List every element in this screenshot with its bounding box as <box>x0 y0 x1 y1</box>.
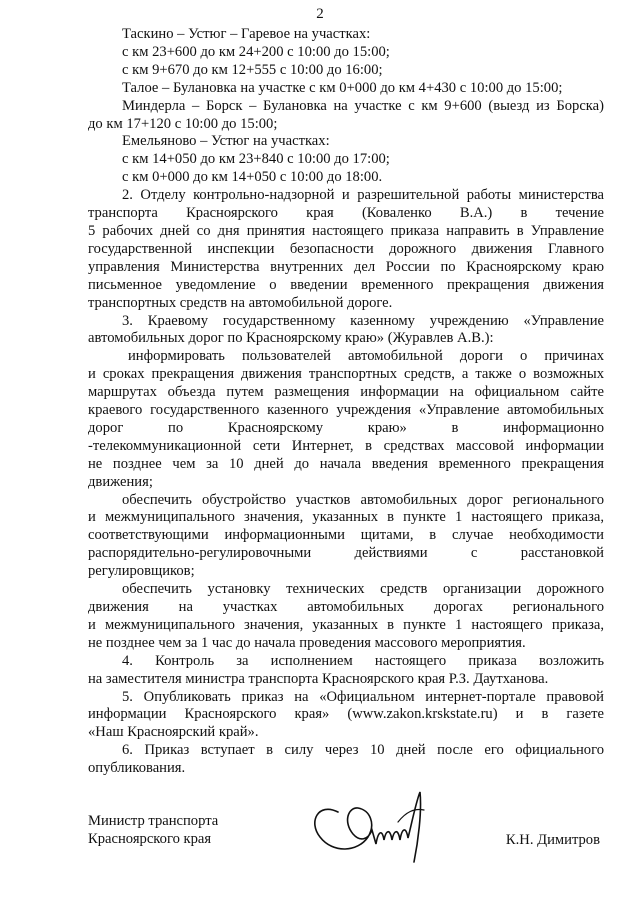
paragraph-3-line: обеспечить обустройство участков автомобильных дорог регионального <box>122 491 604 508</box>
text-line: с км 9+670 до км 12+555 с 10:00 до 16:00; <box>122 61 383 78</box>
paragraph-3-line: распорядительно-регулировочными действиями с расстановкой <box>88 545 604 562</box>
paragraph-3-line: информировать пользователей автомобильной дороги о причинах <box>128 348 604 365</box>
paragraph-3-line: дорог по Красноярскому краю» в информационно <box>88 419 604 436</box>
document-body <box>88 26 604 778</box>
paragraph-3-line: и межмуниципального значения, указанных в пункте 1 настоящего приказа, <box>88 616 604 633</box>
handwritten-signature <box>298 782 458 872</box>
signer-name: К.Н. Димитров <box>505 832 600 848</box>
paragraph-3-line: движения; <box>88 473 153 490</box>
paragraph-3-line: автомобильных дорог по Красноярскому краю» (Журавлев А.В.): <box>88 330 494 347</box>
paragraph-6-line: 6. Приказ вступает в силу через 10 дней после его официального <box>122 742 604 759</box>
page-number: 2 <box>316 6 324 22</box>
paragraph-2-line: управления Министерства внутренних дел России по Красноярскому краю <box>88 258 604 275</box>
text-line: Талое – Булановка на участке с км 0+000 до км 4+430 с 10:00 до 15:00; <box>122 79 563 96</box>
paragraph-3-line: соответствующими информационными щитами, в случае необходимости <box>88 527 604 544</box>
paragraph-6-line: опубликования. <box>88 760 186 777</box>
paragraph-3-line: маршрутах объезда путем размещения информации на официальном сайте <box>88 384 604 401</box>
text-line: с км 14+050 до км 23+840 с 10:00 до 17:00; <box>122 151 390 168</box>
paragraph-3-line: не позднее чем за 10 дней до начала введения временного прекращения <box>88 455 604 472</box>
paragraph-3-line: и сроках прекращения движения транспортных средств, а также о возможных <box>88 366 604 383</box>
paragraph-2-line: 5 рабочих дней со дня принятия настоящего приказа направить в Управление <box>88 222 604 239</box>
text-line: с км 23+600 до км 24+200 с 10:00 до 15:00; <box>122 43 390 60</box>
signer-title-line: Красноярского края <box>88 831 212 847</box>
paragraph-2-line: письменное уведомление о введении временного прекращения движения <box>88 276 604 293</box>
paragraph-3-line: и межмуниципального значения, указанных в пункте 1 настоящего приказа, <box>88 509 604 526</box>
paragraph-3-line: обеспечить установку технических средств организации дорожного <box>122 581 604 598</box>
text-line: Емельяново – Устюг на участках: <box>122 133 330 150</box>
paragraph-4-line: на заместителя министра транспорта Красноярского края Р.З. Даутханова. <box>88 670 549 687</box>
paragraph-2-line: транспортных средств на автомобильной дороге. <box>88 294 393 311</box>
paragraph-5-line: информации Красноярского края» (www.zakon.krskstate.ru) и в газете <box>88 706 604 723</box>
paragraph-5-line: «Наш Красноярский край». <box>88 724 259 741</box>
paragraph-3-line: краевого государственного казенного учреждения «Управление автомобильных <box>88 402 604 419</box>
text-line: до км 17+120 с 10:00 до 15:00; <box>88 115 278 132</box>
paragraph-3-line: 3. Краевому государственному казенному учреждению «Управление <box>122 312 604 329</box>
signer-title-line: Министр транспорта <box>88 813 219 829</box>
paragraph-4-line: 4. Контроль за исполнением настоящего приказа возложить <box>122 652 604 669</box>
paragraph-2-line: государственной инспекции безопасности дорожного движения Главного <box>88 240 604 257</box>
text-line: с км 0+000 до км 14+050 с 10:00 до 18:00. <box>122 169 383 186</box>
paragraph-5-line: 5. Опубликовать приказ на «Официальном интернет-портале правовой <box>122 688 604 705</box>
signer-title <box>88 812 218 848</box>
paragraph-2-line: транспорта Красноярского края (Коваленко В.А.) в течение <box>88 205 604 222</box>
paragraph-3-line: не позднее чем за 1 час до начала проведения массового мероприятия. <box>88 634 526 651</box>
text-line: Миндерла – Борск – Булановка на участке с км 9+600 (выезд из Борска) <box>122 97 604 114</box>
text-line: Таскино – Устюг – Гаревое на участках: <box>122 26 371 42</box>
paragraph-2-line: 2. Отделу контрольно-надзорной и разрешительной работы министерства <box>122 187 604 204</box>
paragraph-3-line: регулировщиков; <box>88 563 195 580</box>
signature-block <box>88 812 608 872</box>
paragraph-3-line: движения на участках автомобильных дорогах регионального <box>88 599 604 615</box>
paragraph-3-line: -телекоммуникационной сети Интернет, в средствах массовой информации <box>88 437 604 454</box>
